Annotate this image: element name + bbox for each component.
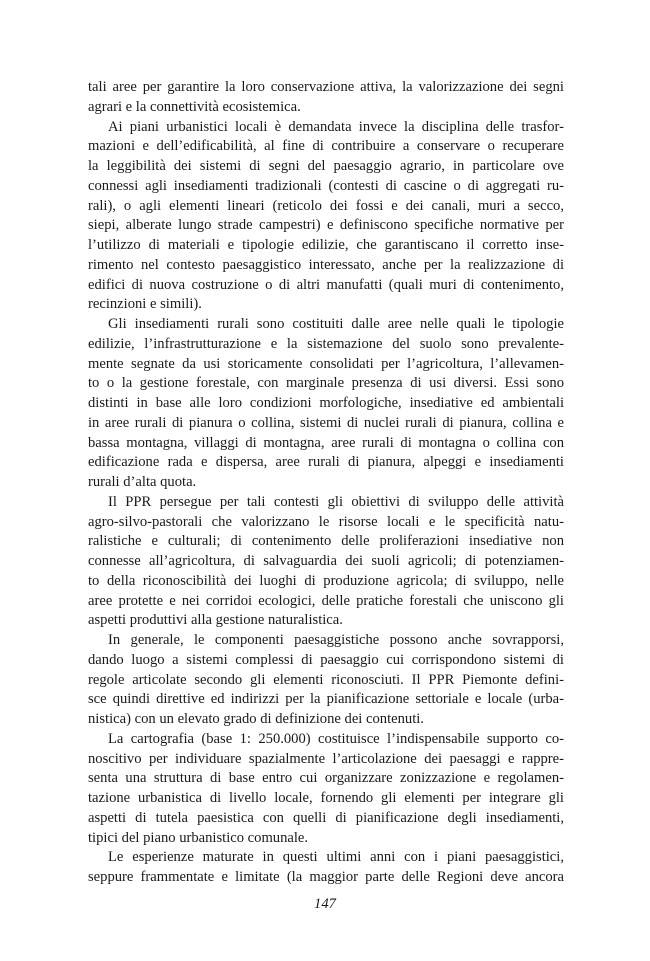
- text-line: distinti in base alle loro condizioni morfologiche, insediative ed ambientali: [88, 395, 564, 411]
- text-line: edilizie, l’infrastrutturazione e la sistemazione del suolo sono prevalente-: [88, 335, 564, 352]
- text-line: sce quindi direttive ed indirizzi per la pianificazione settoriale e locale (urba-: [88, 691, 564, 708]
- page-number: 147: [314, 896, 336, 912]
- text-line: bassa montagna, villaggi di montagna, aree rurali di montagna o collina con: [88, 434, 564, 451]
- text-line: noscitivo per individuare spazialmente l’articolazione dei paesaggi e rappre-: [88, 750, 564, 767]
- text-line: tipici del piano urbanistico comunale.: [88, 829, 309, 846]
- text-line: Gli insediamenti rurali sono costituiti dalle aree nelle quali le tipologie: [108, 316, 564, 332]
- text-line: In generale, le componenti paesaggistiche possono anche sovrapporsi,: [108, 632, 564, 648]
- text-line: siepi, alberate lungo strade campestri) e definiscono specifiche normative per: [88, 217, 564, 234]
- text-line: dando luogo a sistemi complessi di paesaggio cui corrispondono sistemi di: [88, 651, 564, 668]
- text-line: Le esperienze maturate in questi ultimi anni con i piani paesaggistici,: [108, 849, 564, 866]
- text-line: connesse all’agricoltura, di salvaguardia dei suoli agricoli; di potenziamen-: [88, 553, 564, 569]
- text-line: to della riconoscibilità dei luoghi di produzione agricola; di sviluppo, nelle: [88, 572, 564, 589]
- text-line: Il PPR persegue per tali contesti gli obiettivi di sviluppo delle attività: [108, 493, 564, 510]
- text-line: nistica) con un elevato grado di definizione dei contenuti.: [88, 711, 424, 727]
- text-line: l’utilizzo di materiali e tipologie edilizie, che garantiscano il corretto inse-: [88, 237, 564, 253]
- text-line: agro-silvo-pastorali che valorizzano le risorse locali e le specificità natu-: [88, 513, 564, 530]
- text-line: edifici di nuova costruzione o di altri manufatti (quali muri di contenimento,: [88, 276, 564, 293]
- text-line: mente segnate da usi storicamente consolidati per l’agricoltura, l’allevamen-: [88, 355, 564, 372]
- text-line: Ai piani urbanistici locali è demandata invece la disciplina delle trasfor-: [108, 118, 564, 135]
- text-line: la leggibilità dei sistemi di segni del paesaggio agrario, in particolare ove: [88, 158, 564, 174]
- text-line: aree protette e nei corridoi ecologici, delle pratiche forestali che uniscono gli: [88, 592, 564, 609]
- text-line: rimento nel contesto paesaggistico interessato, anche per la realizzazione di: [88, 256, 564, 273]
- text-line: ralistiche e culturali; di contenimento delle proliferazioni insediative non: [88, 533, 564, 550]
- text-line: agrari e la connettività ecosistemica.: [88, 98, 301, 115]
- text-line: in aree rurali di pianura o collina, sistemi di nuclei rurali di pianura, collina e: [88, 414, 564, 431]
- text-line: La cartografia (base 1: 250.000) costituisce l’indispensabile supporto co-: [108, 730, 564, 747]
- text-line: aspetti di tutela paesistica con quelli di pianificazione degli insediamenti,: [88, 809, 564, 826]
- text-line: aspetti produttivi alla gestione naturalistica.: [88, 612, 343, 629]
- text-line: regole articolate secondo gli elementi riconosciuti. Il PPR Piemonte defini-: [88, 671, 564, 688]
- text-line: seppure frammentate e limitate (la maggior parte delle Regioni deve ancora: [88, 869, 564, 885]
- text-line: rali), o agli elementi lineari (reticolo dei fossi e dei canali, muri a secco,: [88, 197, 564, 214]
- text-line: recinzioni e simili).: [88, 296, 202, 313]
- text-line: edificazione rada e dispersa, aree rurali di pianura, alpeggi e insediamenti: [88, 454, 564, 471]
- text-line: rurali d’alta quota.: [88, 474, 197, 490]
- text-line: to o la gestione forestale, con marginale presenza di usi diversi. Essi sono: [88, 375, 564, 392]
- text-line: tazione urbanistica di livello locale, fornendo gli elementi per integrare gli: [88, 790, 564, 806]
- page-body: [88, 78, 564, 888]
- text-line: mazioni e dell’edificabilità, al fine di contribuire a conservare o recuperare: [88, 138, 564, 155]
- text-line: connessi agli insediamenti tradizionali (contesti di cascine o di aggregati ru-: [88, 177, 564, 194]
- text-line: tali aree per garantire la loro conservazione attiva, la valorizzazione dei segni: [88, 79, 564, 95]
- text-line: senta una struttura di base entro cui organizzare zonizzazione e regolamen-: [88, 770, 564, 787]
